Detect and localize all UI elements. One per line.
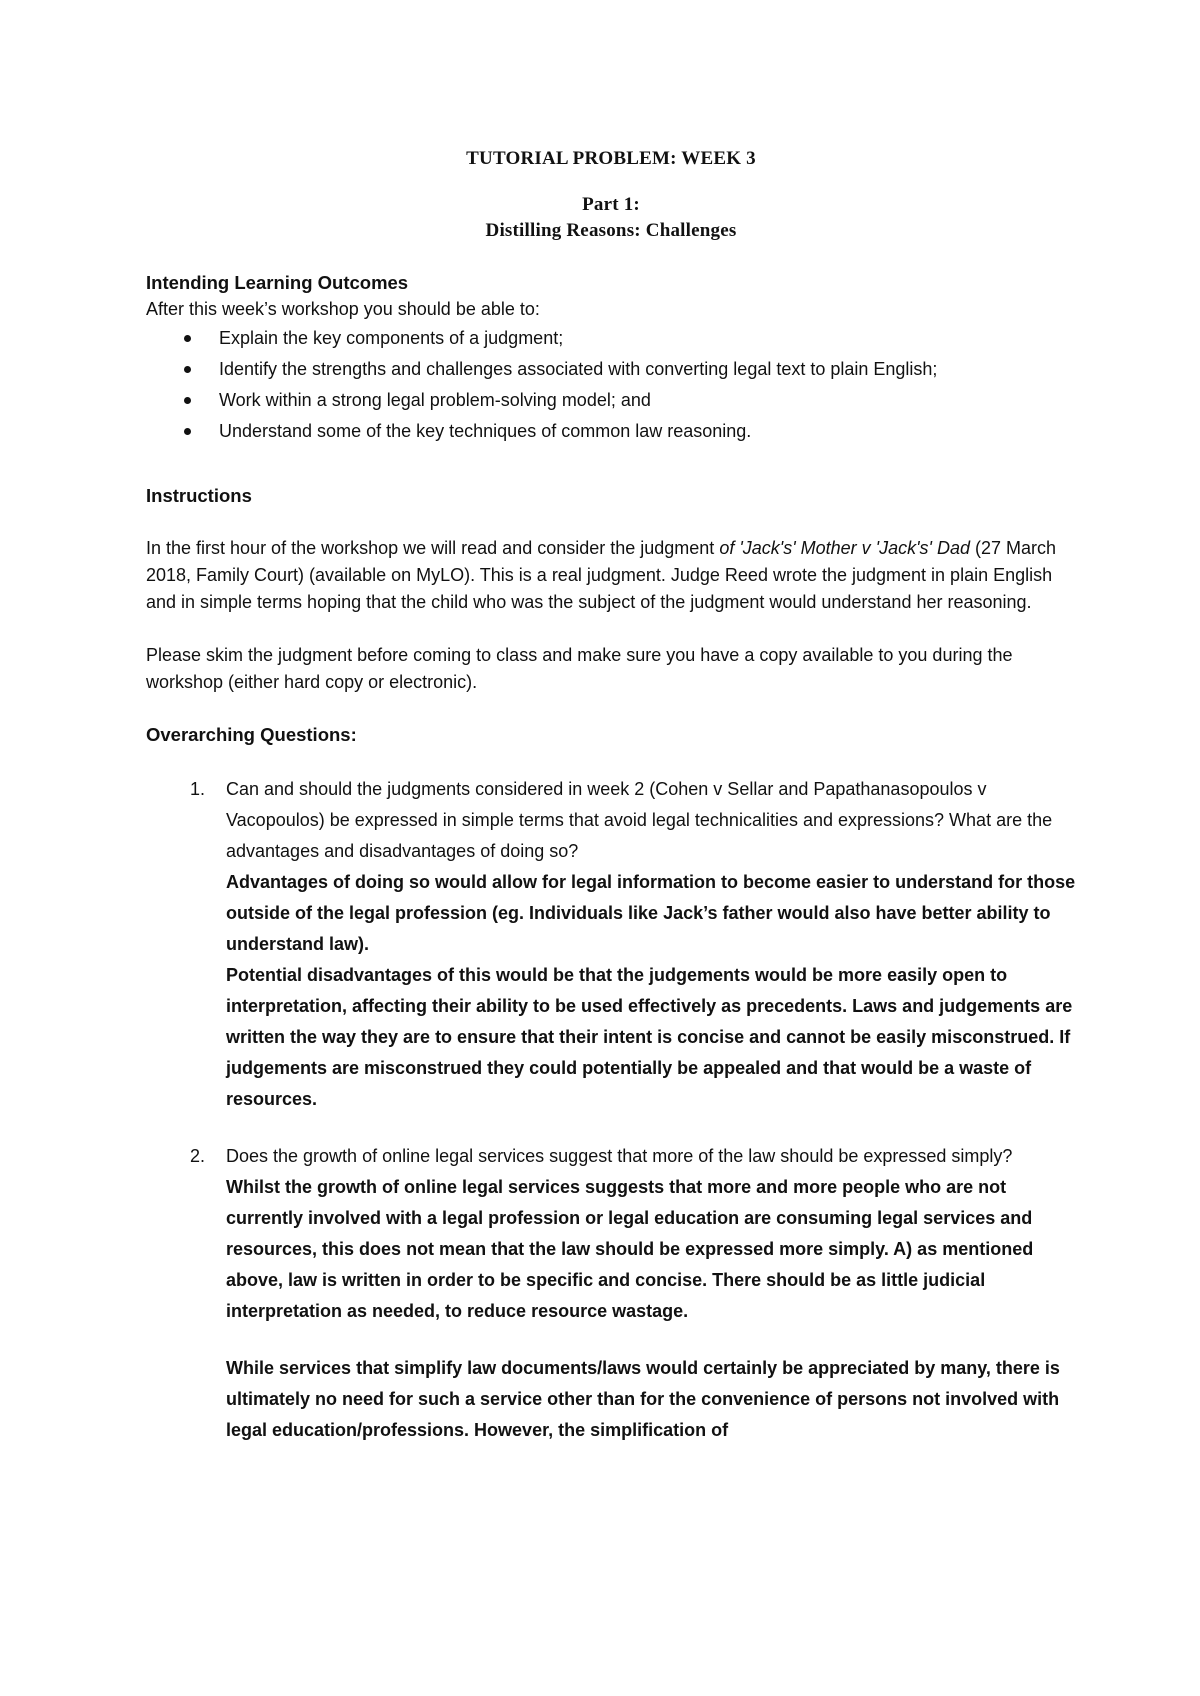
document-page	[146, 146, 1076, 1446]
questions-section	[146, 722, 1076, 1446]
question-number: 2.	[190, 1146, 206, 1166]
question-number: 1.	[190, 779, 206, 799]
question-text: Can and should the judgments considered in week 2 (Cohen v Sellar and Papathanasopoulos v Vacopoulos) be expressed in simple terms that avoid legal technicalities and expressions? What are the advantages and disadvantages of doing so?	[226, 779, 1053, 861]
answer-text: Whilst the growth of online legal services suggests that more and more people who are not currently involved with a legal profession or legal education are consuming legal services and resources, this does not mean that the law should be expressed more simply. A) as mentioned above, law is written in order to be specific and concise. There should be as little judicial interpretation as needed, to reduce resource wastage.	[226, 1177, 1034, 1321]
outcome-item: Work within a strong legal problem-solving model; and	[146, 385, 1076, 416]
answer-text: Advantages of doing so would allow for legal information to become easier to understand for those outside of the legal profession (eg. Individuals like Jack’s father would also have better ability to understand law).	[226, 872, 1076, 954]
bullet-icon	[184, 397, 191, 404]
learning-outcomes-section	[146, 270, 1076, 447]
outcomes-intro: After this week’s workshop you should be able to:	[146, 299, 540, 319]
bullet-icon	[184, 335, 191, 342]
instructions-heading: Instructions	[146, 485, 252, 506]
document-title: TUTORIAL PROBLEM: WEEK 3	[466, 148, 756, 169]
questions-list	[146, 774, 1076, 1446]
bullet-icon	[184, 366, 191, 373]
question-item	[146, 1141, 1076, 1446]
instructions-section	[146, 483, 1076, 696]
question-text: Does the growth of online legal services suggest that more of the law should be expressed simply?	[226, 1146, 1013, 1166]
outcome-item: Explain the key components of a judgment;	[146, 323, 1076, 354]
part-label: Part 1:	[582, 194, 640, 215]
case-name: of 'Jack's' Mother v 'Jack's' Dad	[719, 538, 971, 558]
instructions-paragraph-2: Please skim the judgment before coming to class and make sure you have a copy available to you during the workshop (either hard copy or electronic).	[146, 645, 1013, 692]
title-block	[146, 146, 1076, 244]
answer-text: While services that simplify law documents/laws would certainly be appreciated by many, there is ultimately no need for such a service other than for the convenience of persons not involved with legal education/professions. However, the simplification of	[226, 1358, 1060, 1440]
question-item	[146, 774, 1076, 1115]
questions-heading: Overarching Questions:	[146, 724, 357, 745]
bullet-icon	[184, 428, 191, 435]
outcomes-list	[146, 323, 1076, 447]
outcome-item: Understand some of the key techniques of common law reasoning.	[146, 416, 1076, 447]
outcomes-heading: Intending Learning Outcomes	[146, 272, 409, 293]
document-subtitle: Distilling Reasons: Challenges	[485, 220, 737, 241]
answer-text: Potential disadvantages of this would be that the judgements would be more easily open to interpretation, affecting their ability to be used effectively as precedents. Laws and judgements are written the way they are to ensure that their intent is concise and cannot be easily misconstrued. If judgements are misconstrued they could potentially be appealed and that would be a waste of resources.	[226, 965, 1073, 1109]
outcome-item: Identify the strengths and challenges associated with converting legal text to plain English;	[146, 354, 1076, 385]
instructions-paragraph-1: In the first hour of the workshop we will read and consider the judgment of 'Jack's' Mother v 'Jack's' Dad (27 March 2018, Family Court) (available on MyLO). This is a real judgment. Judge Reed wrote the judgment in plain English and in simple terms hoping that the child who was the subject of the judgment would understand her reasoning.	[146, 538, 1057, 612]
